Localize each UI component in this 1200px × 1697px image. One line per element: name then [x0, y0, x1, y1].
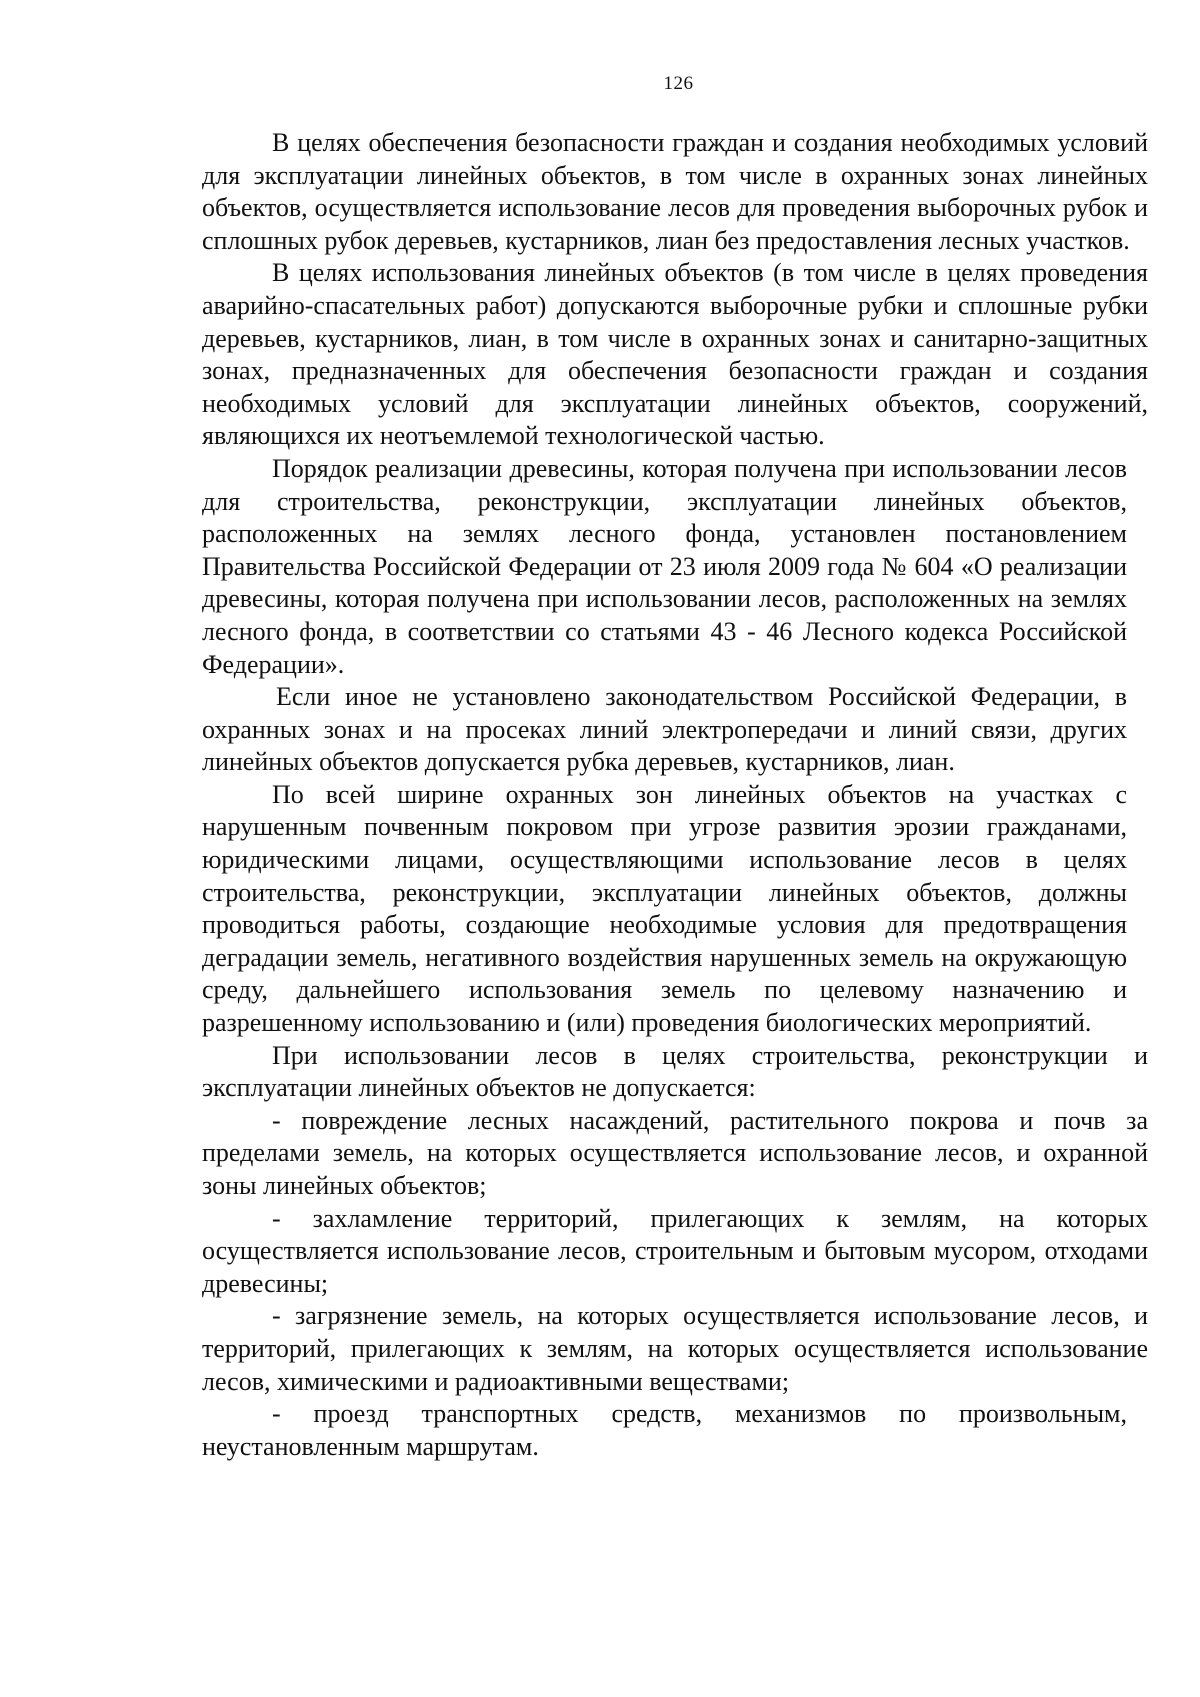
paragraph-linear-objects-safety: В целях обеспечения безопасности граждан и создания необходимых условий для эксплуатации линейных объектов, в том числе в охранных зонах линейных объектов, осуществляется использование лесов для проведения выборочных рубок и сплошных рубок деревьев, кустарников, лиан без предоставления лесных участков. — [202, 128, 1148, 255]
list-item-damage-prohibited: - повреждение лесных насаждений, растительного покрова и почв за пределами земель, на которых осуществляется использование лесов, и охранной зоны линейных объектов; — [202, 1105, 1148, 1200]
paragraph-prohibitions-intro: При использовании лесов в целях строительства, реконструкции и эксплуатации линейных объектов не допускается: — [202, 1040, 1148, 1103]
document-body — [202, 127, 1148, 1463]
page-number: 126 — [663, 73, 694, 94]
paragraph-protection-zones-felling: Если иное не установлено законодательством Российской Федерации, в охранных зонах и на просеках линий электропередачи и линий связи, других линейных объектов допускается рубка деревьев, кустарников, лиан. — [202, 682, 1127, 777]
list-item-vehicle-passage-prohibited: - проезд транспортных средств, механизмов по произвольным, неустановленным маршрутам. — [202, 1399, 1127, 1461]
paragraph-linear-objects-usage: В целях использования линейных объектов (в том числе в целях проведения аварийно-спасательных работ) допускаются выборочные рубки и сплошные рубки деревьев, кустарников, лиан, в том числе в охранных зонах и санитарно-защитных зонах, предназначенных для обеспечения безопасности граждан и создания необходимых условий для эксплуатации линейных объектов, сооружений, являющихся их неотъемлемой технологической частью. — [202, 258, 1148, 451]
list-item-pollution-prohibited: - загрязнение земель, на которых осуществляется использование лесов, и территорий, прилегающих к землям, на которых осуществляется использование лесов, химическими и радиоактивными веществами; — [202, 1301, 1148, 1396]
list-item-littering-prohibited: - захламление территорий, прилегающих к землям, на которых осуществляется использование лесов, строительным и бытовым мусором, отходами древесины; — [202, 1203, 1148, 1298]
paragraph-erosion-prevention: По всей ширине охранных зон линейных объектов на участках с нарушенным почвенным покровом при угрозе развития эрозии гражданами, юридическими лицами, осуществляющими использование лесов в целях строительства, реконструкции, эксплуатации линейных объектов, должны проводиться работы, создающие необходимые условия для предотвращения деградации земель, негативного воздействия нарушенных земель на окружающую среду, дальнейшего использования земель по целевому назначению и разрешенному использованию и (или) проведения биологических мероприятий. — [202, 779, 1127, 1038]
paragraph-timber-sale-procedure: Порядок реализации древесины, которая получена при использовании лесов для строительства, реконструкции, эксплуатации линейных объектов, расположенных на землях лесного фонда, установлен постановлением Правительства Российской Федерации от 23 июля 2009 года № 604 «О реализации древесины, которая получена при использовании лесов, расположенных на землях лесного фонда, в соответствии со статьями 43 - 46 Лесного кодекса Российской Федерации». — [202, 453, 1127, 679]
